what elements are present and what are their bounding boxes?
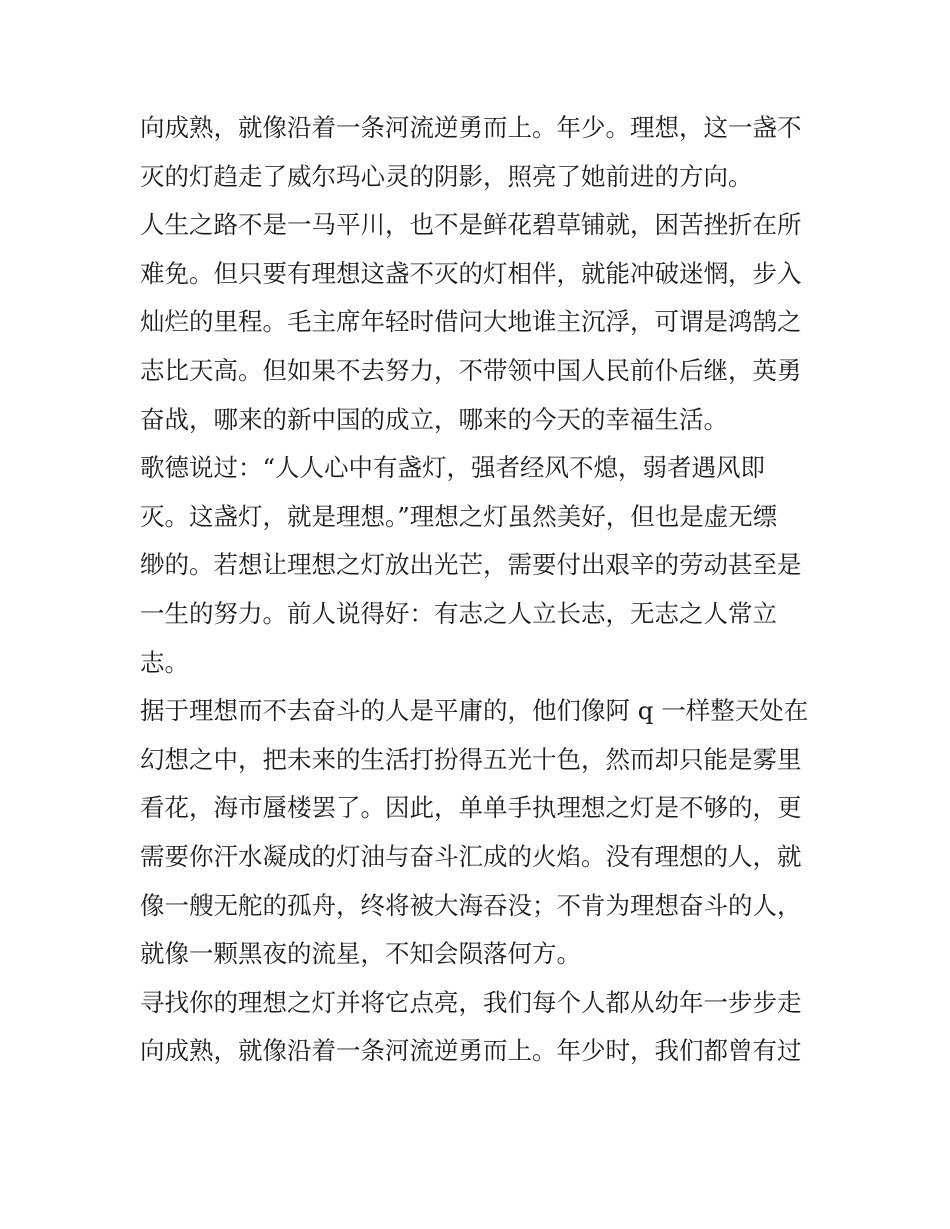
text-line: 像一艘无舵的孤舟，终将被大海吞没；不肯为理想奋斗的人， bbox=[140, 890, 802, 920]
text-line: 难免。但只要有理想这盏不灭的灯相伴，就能冲破迷惘，步入 bbox=[140, 258, 802, 288]
text-line: 据于理想而不去奋斗的人是平庸的，他们像阿 q 一样整天处在 bbox=[140, 696, 809, 726]
text-line: 寻找你的理想之灯并将它点亮，我们每个人都从幼年一步步走 bbox=[140, 987, 802, 1017]
text-line: 人生之路不是一马平川，也不是鲜花碧草铺就，困苦挫折在所 bbox=[140, 210, 802, 240]
text-line: 缈的。若想让理想之灯放出光芒，需要付出艰辛的劳动甚至是 bbox=[140, 550, 802, 580]
text-line: 向成熟，就像沿着一条河流逆勇而上。年少时，我们都曾有过 bbox=[140, 1036, 802, 1066]
body-text bbox=[140, 104, 820, 1076]
text-line: 一生的努力。前人说得好：有志之人立长志，无志之人常立 bbox=[140, 598, 777, 628]
text-line: 灭的灯趋走了威尔玛心灵的阴影，照亮了她前进的方向。 bbox=[140, 161, 753, 191]
text-line: 需要你汗水凝成的灯油与奋斗汇成的火焰。没有理想的人，就 bbox=[140, 841, 802, 871]
text-line: 灭。这盏灯，就是理想。”理想之灯虽然美好，但也是虚无缥 bbox=[140, 501, 778, 531]
text-line: 志。 bbox=[140, 647, 189, 677]
text-line: 歌德说过：“人人心中有盏灯，强者经风不熄，弱者遇风即 bbox=[140, 453, 766, 483]
text-line: 奋战，哪来的新中国的成立，哪来的今天的幸福生活。 bbox=[140, 404, 728, 434]
text-line: 就像一颗黑夜的流星，不知会陨落何方。 bbox=[140, 939, 581, 969]
text-line: 幻想之中，把未来的生活打扮得五光十色，然而却只能是雾里 bbox=[140, 744, 802, 774]
text-line: 看花，海市蜃楼罢了。因此，单单手执理想之灯是不够的，更 bbox=[140, 793, 802, 823]
text-line: 灿烂的里程。毛主席年轻时借问大地谁主沉浮，可谓是鸿鹄之 bbox=[140, 307, 802, 337]
text-line: 向成熟，就像沿着一条河流逆勇而上。年少。理想，这一盏不 bbox=[140, 113, 802, 142]
text-line: 志比天高。但如果不去努力，不带领中国人民前仆后继，英勇 bbox=[140, 355, 802, 385]
